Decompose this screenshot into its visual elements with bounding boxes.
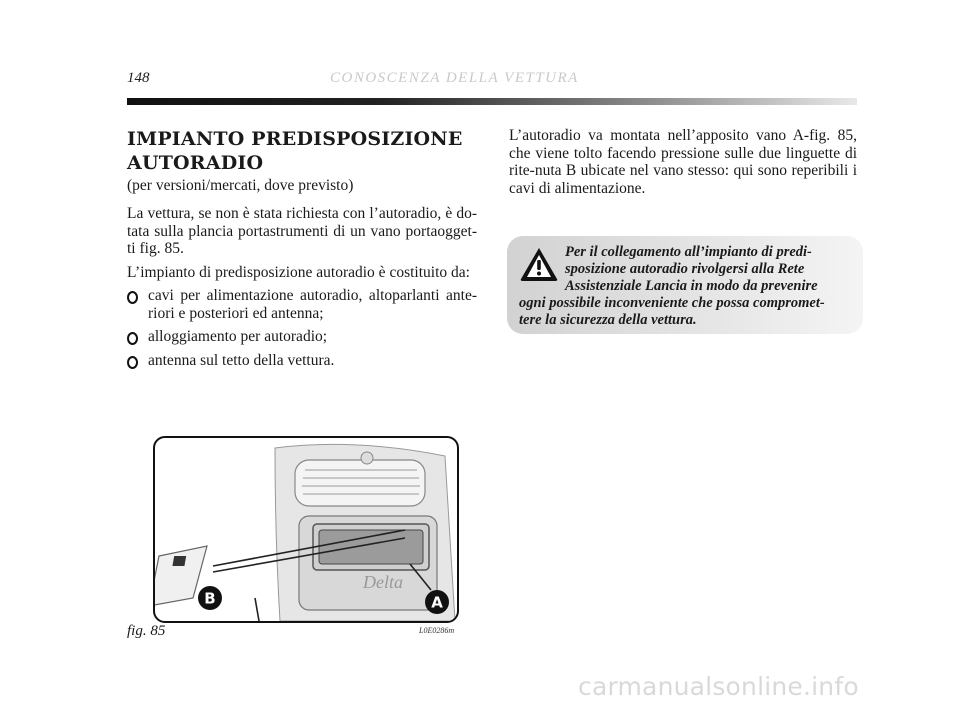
left-column — [127, 127, 477, 375]
callout-b — [198, 586, 222, 610]
list-item: cavi per alimentazione autoradio, altoparlanti ante-riori e posteriori ed antenna; — [127, 287, 477, 322]
svg-text:A: A — [431, 593, 443, 612]
component-list — [127, 287, 477, 369]
intro-paragraph: La vettura, se non è stata richiesta con l’autoradio, è do-tata sulla plancia portastrumenti di un vano portaogget-ti fig. 85. — [127, 205, 477, 257]
figure-85 — [153, 436, 459, 623]
mounting-paragraph: L’autoradio va montata nell’apposito vano A-fig. 85, che viene tolto facendo pressione sulle due linguette di rite-nuta B ubicate nel vano stesso: qui sono reperibili i cavi di alimentazione. — [509, 127, 857, 197]
right-column — [509, 127, 857, 197]
section-title — [127, 127, 477, 175]
svg-text:B: B — [204, 589, 216, 608]
warning-text: Per il collegamento all’impianto di predi- sposizione autoradio rivolgersi alla Rete Assistenziale Lancia in modo da prevenire ogni possibile inconveniente che possa compromet- tere la sicurezza della vettura. — [519, 244, 825, 328]
bullet-circle-icon — [127, 356, 138, 369]
delta-script-badge: Delta — [363, 572, 403, 592]
running-header: CONOSCENZA DELLA VETTURA — [330, 70, 579, 86]
watermark: carmanualsonline.info — [578, 672, 859, 701]
callout-a — [425, 590, 449, 614]
bullet-circle-icon — [127, 291, 138, 304]
bullet-circle-icon — [127, 332, 138, 345]
section-title-line2: AUTORADIO — [127, 152, 264, 174]
system-paragraph: L’impianto di predisposizione autoradio è costituito da: — [127, 263, 470, 281]
page-number: 148 — [127, 70, 150, 86]
warning-box — [507, 236, 863, 334]
list-item: antenna sul tetto della vettura. — [127, 352, 477, 370]
header-rule — [127, 98, 857, 105]
figure-caption: fig. 85 — [127, 623, 166, 639]
figure-code: L0E0286m — [419, 626, 455, 635]
section-subtitle: (per versioni/mercati, dove previsto) — [127, 177, 354, 194]
section-title-line1: IMPIANTO PREDISPOSIZIONE — [127, 128, 463, 150]
warning-triangle-icon — [519, 246, 559, 282]
dashboard-illustration — [155, 438, 457, 621]
list-item: alloggiamento per autoradio; — [127, 328, 477, 346]
